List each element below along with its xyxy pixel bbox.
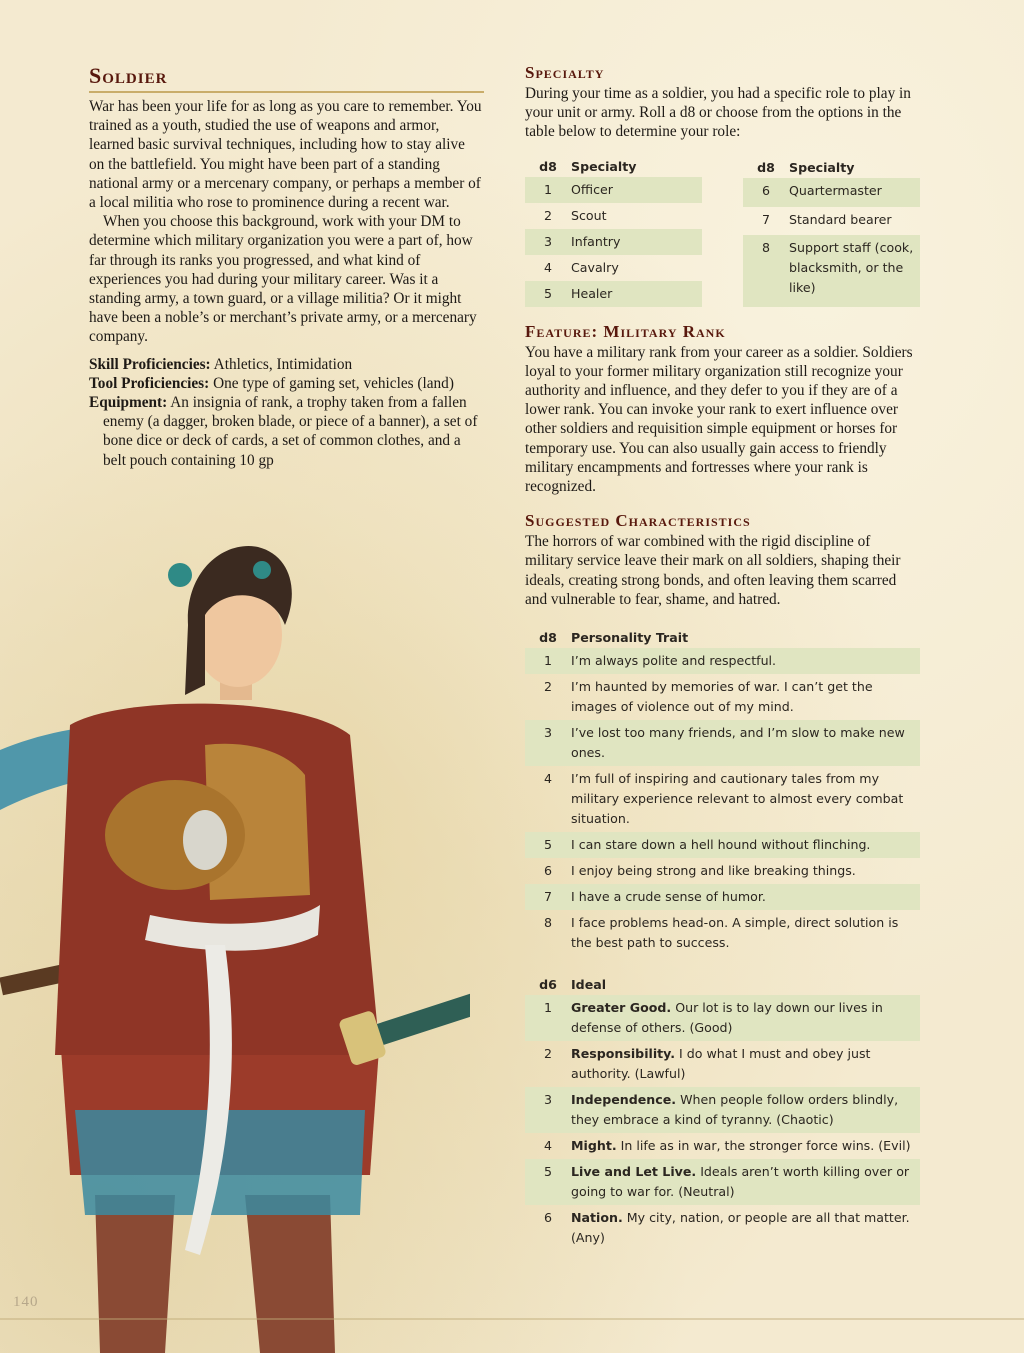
feature-title: Feature: Military Rank <box>525 321 726 341</box>
specialty-tables <box>525 156 920 307</box>
soldier-title: Soldier <box>89 62 484 93</box>
ideal-text: When people follow orders blindly, they embrace a kind of tyranny. (Chaotic) <box>571 1092 899 1128</box>
roll-number: 3 <box>525 1087 571 1133</box>
table-row <box>525 203 702 229</box>
die-header: d8 <box>539 158 557 174</box>
roll-number: 6 <box>543 1210 552 1226</box>
table-row <box>743 235 920 307</box>
specialty-cell: Infantry <box>571 229 702 255</box>
ideal-header: Ideal <box>571 977 607 993</box>
roll-number: 4 <box>543 771 552 787</box>
skill-value: Athletics, Intimidation <box>213 355 353 373</box>
trait-cell: I have a crude sense of humor. <box>571 884 920 910</box>
tool-value: One type of gaming set, vehicles (land) <box>213 374 454 392</box>
equipment-label: Equipment: <box>89 394 168 412</box>
roll-number: 6 <box>543 863 552 879</box>
roll-number: 4 <box>543 1138 552 1154</box>
table-row <box>525 1205 920 1251</box>
personality-header: Personality Trait <box>571 630 689 646</box>
specialty-cell: Scout <box>571 207 607 223</box>
die-header: d8 <box>539 630 557 646</box>
roll-number: 4 <box>543 259 552 275</box>
roll-number: 2 <box>543 207 552 223</box>
roll-number: 1 <box>525 995 571 1041</box>
tool-proficiencies <box>89 374 484 393</box>
table-row <box>743 178 920 206</box>
specialty-cell: Support staff (cook, blacksmith, or the like) <box>789 235 920 307</box>
specialty-text: During your time as a soldier, you had a specific role to play in your unit or army. Roll a d8 or choose from the options in the table below to determine your role: <box>525 85 911 141</box>
table-row <box>525 1133 920 1159</box>
trait-cell: I’m full of inspiring and cautionary tales from my military experience relevant to almost every combat situation. <box>571 771 904 827</box>
table-row <box>743 207 920 235</box>
table-row <box>525 281 702 307</box>
ideal-table <box>525 974 920 1251</box>
ideal-cell <box>571 1133 920 1159</box>
specialty-cell: Standard bearer <box>789 211 892 227</box>
left-column <box>89 62 484 470</box>
roll-number: 2 <box>543 679 552 695</box>
suggested-title: Suggested Characteristics <box>525 511 751 531</box>
ideal-name: Independence. <box>571 1092 677 1108</box>
roll-number: 7 <box>761 211 770 227</box>
specialty-cell: Quartermaster <box>789 178 920 206</box>
table-row <box>525 858 920 884</box>
ideal-text: Ideals aren’t worth killing over or going to war for. (Neutral) <box>571 1164 910 1200</box>
suggested-text: The horrors of war combined with the rigid discipline of military service leave their mark on all soldiers, shaping their ideals, creating strong bonds, and often leaving them scarred and vulnerable to fear, shame, and hatred. <box>525 533 901 608</box>
page-number: 140 <box>13 1294 39 1310</box>
table-row <box>525 177 702 203</box>
trait-cell: I enjoy being strong and like breaking things. <box>571 863 856 879</box>
roll-number: 1 <box>525 177 571 203</box>
trait-cell: I’m haunted by memories of war. I can’t get the images of violence out of my mind. <box>571 679 873 715</box>
feature-text: You have a military rank from your career as a soldier. Soldiers loyal to your former military organization still recognize your authority and influence, and they defer to you if they are of a lower rank. You can invoke your rank to exert influence over other soldiers and requisition simple equipment or horses for temporary use. You can also usually gain access to friendly military encampments and fortresses where your rank is recognized. <box>525 343 913 496</box>
trait-cell: I face problems head-on. A simple, direct solution is the best path to success. <box>571 915 899 951</box>
table-row <box>525 910 920 956</box>
table-row <box>525 766 920 832</box>
soldier-background-paragraph: When you choose this background, work with your DM to determine which military organization you were a part of, how far through its ranks you progressed, and what kind of experiences you had during your military career. Was it a standing army, a town guard, or a village militia? Or it might have been a noble’s or merchant’s private army, or a mercenary company. <box>89 213 477 346</box>
trait-cell: I’m always polite and respectful. <box>571 648 920 674</box>
table-row <box>525 674 920 720</box>
table-row <box>525 1041 920 1087</box>
ideal-text: My city, nation, or people are all that matter. (Any) <box>571 1210 910 1246</box>
trait-cell: I’ve lost too many friends, and I’m slow to make new ones. <box>571 720 920 766</box>
specialty-header: Specialty <box>571 158 637 174</box>
ideal-name: Greater Good. <box>571 1000 672 1016</box>
skill-proficiencies <box>89 355 484 374</box>
skill-label: Skill Proficiencies: <box>89 355 211 373</box>
specialty-table-left <box>525 156 702 307</box>
roll-number: 5 <box>525 1159 571 1205</box>
ideal-cell <box>571 1041 920 1087</box>
ideal-cell <box>571 995 920 1041</box>
specialty-table-right <box>743 156 920 307</box>
roll-number: 3 <box>525 229 571 255</box>
table-row <box>525 995 920 1041</box>
roll-number: 6 <box>743 178 789 206</box>
table-row <box>525 720 920 766</box>
trait-cell: I can stare down a hell hound without flinching. <box>571 832 920 858</box>
personality-table <box>525 627 920 956</box>
ideal-text: Our lot is to lay down our lives in defense of others. (Good) <box>571 1000 883 1036</box>
specialty-header: Specialty <box>789 159 855 175</box>
equipment <box>89 393 484 470</box>
table-row <box>525 229 702 255</box>
ideal-text: I do what I must and obey just authority. (Lawful) <box>571 1046 871 1082</box>
soldier-illustration <box>0 535 470 1353</box>
ideal-cell <box>571 1159 920 1205</box>
roll-number: 5 <box>525 281 571 307</box>
table-row <box>525 1087 920 1133</box>
page-border <box>0 1318 1024 1320</box>
ideal-text: In life as in war, the stronger force wins. (Evil) <box>620 1138 911 1154</box>
roll-number: 5 <box>525 832 571 858</box>
roll-number: 2 <box>543 1046 552 1062</box>
roll-number: 7 <box>525 884 571 910</box>
equipment-value: An insignia of rank, a trophy taken from a fallen enemy (a dagger, broken blade, or piece of a banner), a set of bone dice or deck of cards, a set of common clothes, and a belt pouch containing 10 gp <box>103 394 478 469</box>
table-row <box>525 255 702 281</box>
roll-number: 8 <box>543 915 552 931</box>
ideal-name: Live and Let Live. <box>571 1164 697 1180</box>
roll-number: 3 <box>525 720 571 766</box>
table-row <box>525 648 920 674</box>
specialty-title: Specialty <box>525 63 605 82</box>
right-column <box>525 62 920 1251</box>
soldier-intro-paragraph: War has been your life for as long as you care to remember. You trained as a youth, studied the use of weapons and armor, learned basic survival techniques, including how to stay alive on the battlefield. You might have been part of a standing national army or a mercenary company, or perhaps a member of a local militia who rose to prominence during a recent war. <box>89 98 482 212</box>
ideal-name: Responsibility. <box>571 1046 676 1062</box>
die-header: d6 <box>539 977 557 993</box>
proficiencies-list <box>89 355 484 470</box>
table-row <box>525 884 920 910</box>
die-header: d8 <box>757 159 775 175</box>
table-row <box>525 832 920 858</box>
ideal-cell <box>571 1205 920 1251</box>
ideal-cell <box>571 1087 920 1133</box>
roll-number: 1 <box>525 648 571 674</box>
tool-label: Tool Proficiencies: <box>89 374 210 392</box>
specialty-cell: Officer <box>571 177 702 203</box>
roll-number: 8 <box>743 235 789 307</box>
specialty-cell: Healer <box>571 281 702 307</box>
specialty-cell: Cavalry <box>571 259 619 275</box>
table-row <box>525 1159 920 1205</box>
ideal-name: Might. <box>571 1138 617 1154</box>
ideal-name: Nation. <box>571 1210 623 1226</box>
